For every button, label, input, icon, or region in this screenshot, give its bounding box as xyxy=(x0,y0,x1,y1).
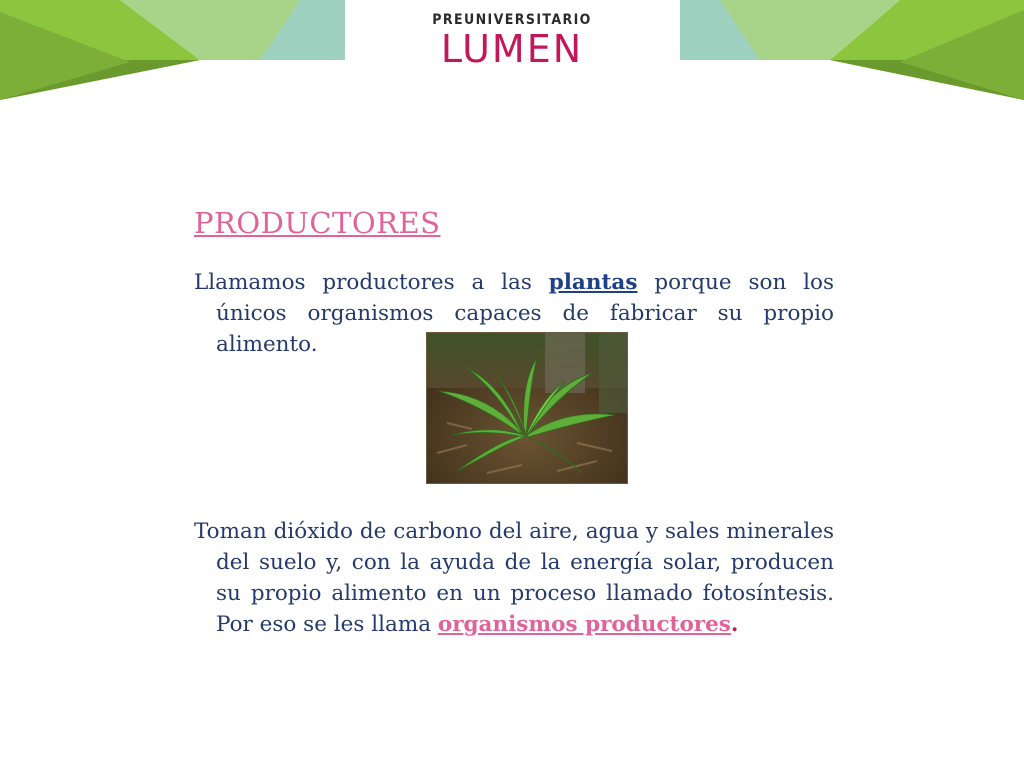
paragraph-producers-start: Llamamos productores a las xyxy=(194,270,549,295)
logo-title: LUMEN xyxy=(440,27,584,71)
paragraph-producers-end: porque son los únicos organismos capaces de fabricar su propio alimento. xyxy=(216,270,835,357)
logo-subtitle: PREUNIVERSITARIO xyxy=(432,12,592,28)
paragraph-photosynthesis xyxy=(194,516,834,640)
fern-plant-image xyxy=(426,332,628,484)
keyword-organismos-productores: organismos productores xyxy=(437,612,731,637)
keyword-plantas: plantas xyxy=(548,270,638,295)
logo xyxy=(0,12,1024,69)
paragraph-photosynthesis-start: Toman dióxido de carbono del aire, agua y sales minerales del suelo y, con la ayuda de la energía solar, producen su propio alimento en un proceso llamado fotosíntesis. Por eso se les llama xyxy=(194,519,834,637)
slide-title: PRODUCTORES xyxy=(194,206,441,240)
paragraph-photosynthesis-end: . xyxy=(730,612,739,637)
